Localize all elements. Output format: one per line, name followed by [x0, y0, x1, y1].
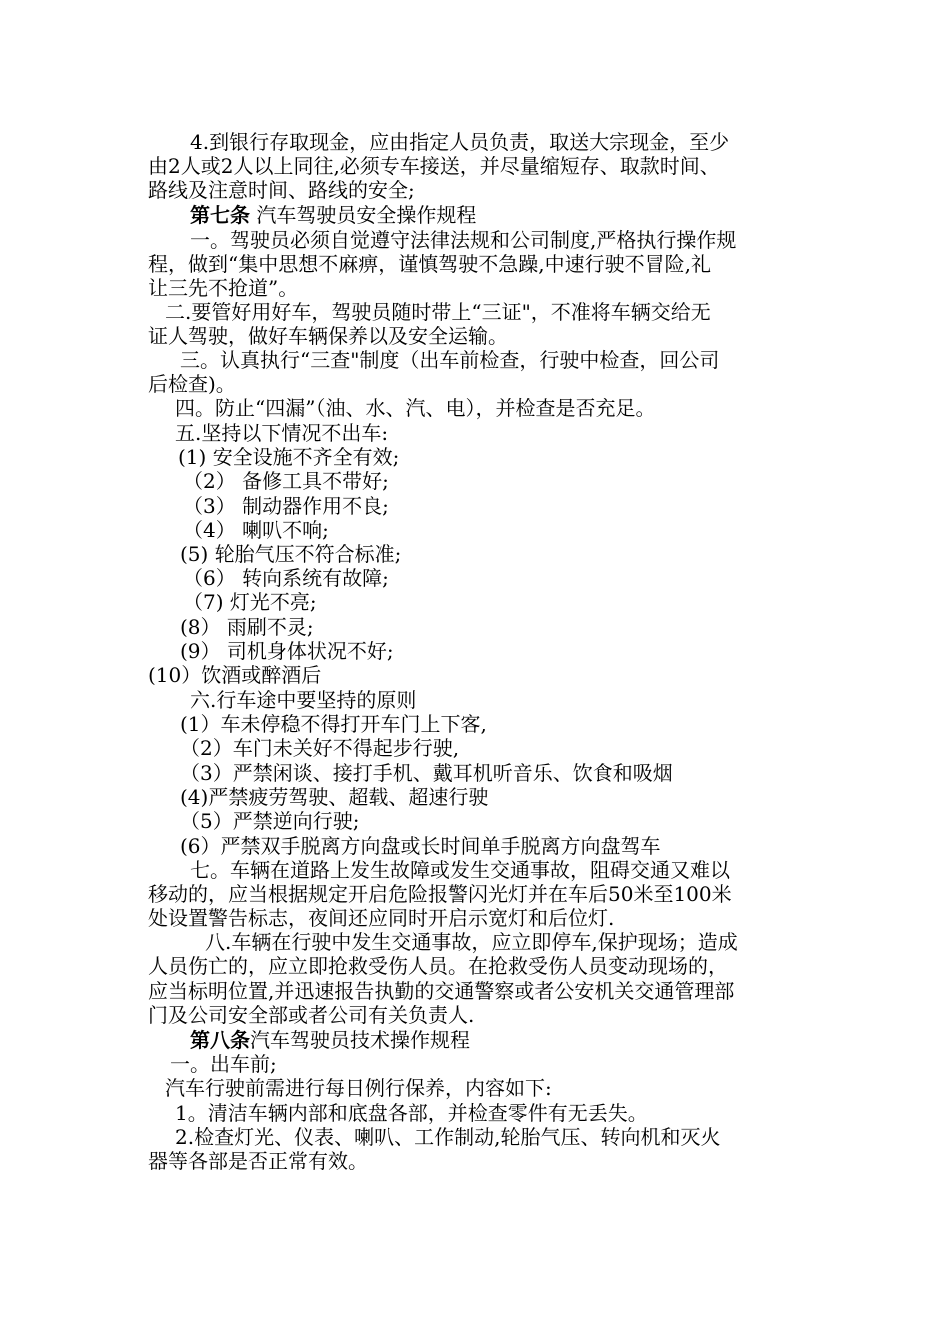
line-text: 2.检查灯光、仪表、喇叭、工作制动,轮胎气压、转向机和灭火 — [175, 1125, 721, 1149]
text-line — [180, 736, 580, 760]
line-text: （7) 灯光不亮; — [183, 590, 317, 614]
text-line — [148, 663, 348, 687]
text-line — [148, 276, 348, 300]
text-line — [148, 954, 790, 978]
text-line — [178, 445, 478, 469]
line-text: 证人驾驶，做好车辆保养以及安全运输。 — [148, 324, 508, 348]
text-line — [180, 542, 480, 566]
text-line — [183, 469, 483, 493]
text-line — [180, 639, 480, 663]
text-line — [180, 785, 580, 809]
line-text: 二.要管好用好车，驾驶员随时带上“三证"，不准将车辆交给无 — [165, 300, 711, 324]
text-line — [190, 858, 790, 882]
line-text: （3） 制动器作用不良; — [183, 494, 389, 518]
line-text: 1。清洁车辆内部和底盘各部，并检查零件有无丢失。 — [175, 1101, 648, 1125]
line-text: 七。车辆在道路上发生故障或发生交通事故，阻碍交通又难以 — [190, 858, 730, 882]
text-line — [175, 1125, 790, 1149]
text-line — [148, 1149, 448, 1173]
text-line — [180, 615, 380, 639]
line-text: 三。认真执行“三查"制度（出车前检查，行驶中检查，回公司 — [180, 348, 720, 372]
line-text: 四。防止“四漏”（油、水、汽、电），并检查是否充足。 — [175, 396, 656, 420]
text-line — [165, 300, 790, 324]
line-text: 汽车行驶前需进行每日例行保养，内容如下: — [165, 1076, 552, 1100]
line-text: 后检查)。 — [148, 372, 236, 396]
text-line — [170, 1052, 470, 1076]
text-line — [148, 252, 790, 276]
text-line — [183, 518, 383, 542]
article-heading: 第八条 — [190, 1028, 250, 1052]
line-text: （2） 备修工具不带好; — [183, 469, 389, 493]
line-text: (1）车未停稳不得打开车门上下客, — [180, 712, 487, 736]
text-line — [148, 882, 790, 906]
line-text: （4） 喇叭不响; — [183, 518, 329, 542]
text-line — [148, 178, 568, 202]
text-line — [165, 1076, 625, 1100]
text-line — [148, 154, 790, 178]
text-line — [148, 906, 708, 930]
line-text: 一。出车前; — [170, 1052, 277, 1076]
article-heading: 第七条 — [190, 203, 250, 227]
line-text: (9） 司机身体状况不好; — [180, 639, 394, 663]
text-line — [148, 979, 790, 1003]
line-text: 器等各部是否正常有效。 — [148, 1149, 368, 1173]
text-line — [180, 809, 480, 833]
line-text: 一。驾驶员必须自觉遵守法律法规和公司制度,严格执行操作规 — [190, 228, 737, 252]
text-line — [190, 228, 790, 252]
line-text: 移动的，应当根据规定开启危险报警闪光灯并在车后50米至100米 — [148, 882, 732, 906]
line-text: (4)严禁疲劳驾驶、超载、超速行驶 — [180, 785, 489, 809]
text-line — [148, 324, 568, 348]
line-text: 汽车驾驶员安全操作规程 — [250, 203, 477, 227]
text-line — [180, 348, 790, 372]
line-text: 让三先不抢道”。 — [148, 276, 299, 300]
text-line — [205, 930, 790, 954]
line-text: 由2人或2人以上同往,必须专车接送，并尽量缩短存、取款时间、 — [148, 154, 720, 178]
text-line — [183, 590, 383, 614]
line-text: （6） 转向系统有故障; — [183, 566, 389, 590]
line-text: (5) 轮胎气压不符合标准; — [180, 542, 402, 566]
text-line — [190, 688, 490, 712]
text-line — [148, 1003, 568, 1027]
line-text: (8） 雨刷不灵; — [180, 615, 314, 639]
line-text: (1) 安全设施不齐全有效; — [178, 445, 400, 469]
text-line — [175, 396, 735, 420]
text-line — [183, 494, 483, 518]
line-text: 应当标明位置,并迅速报告执勤的交通警察或者公安机关交通管理部 — [148, 979, 735, 1003]
line-text: （2）车门未关好不得起步行驶, — [180, 736, 460, 760]
line-text: （3）严禁闲谈、接打手机、戴耳机听音乐、饮食和吸烟 — [180, 761, 673, 785]
line-text: (6）严禁双手脱离方向盘或长时间单手脱离方向盘驾车 — [180, 834, 661, 858]
line-text: 汽车驾驶员技术操作规程 — [250, 1028, 470, 1052]
text-line — [180, 761, 780, 785]
text-line — [190, 203, 610, 227]
line-text: (10）饮酒或醉酒后 — [148, 663, 322, 687]
text-line — [175, 1101, 735, 1125]
text-line — [180, 712, 580, 736]
line-text: 六.行车途中要坚持的原则 — [190, 688, 417, 712]
line-text: 人员伤亡的，应立即抢救受伤人员。在抢救受伤人员变动现场的， — [148, 954, 728, 978]
line-text: 路线及注意时间、路线的安全; — [148, 178, 415, 202]
line-text: 处设置警告标志，夜间还应同时开启示宽灯和后位灯. — [148, 906, 615, 930]
line-text: 门及公司安全部或者公司有关负责人. — [148, 1003, 475, 1027]
text-line — [180, 834, 790, 858]
line-text: 4.到银行存取现金，应由指定人员负责，取送大宗现金，至少 — [190, 130, 730, 154]
line-text: 程，做到“集中思想不麻痹，谨慎驾驶不急躁,中速行驶不冒险,礼 — [148, 252, 711, 276]
text-line — [175, 421, 475, 445]
text-line — [183, 566, 483, 590]
text-line — [148, 372, 268, 396]
text-line — [190, 1028, 590, 1052]
line-text: （5）严禁逆向行驶; — [180, 809, 360, 833]
line-text: 八.车辆在行驶中发生交通事故，应立即停车,保护现场；造成 — [205, 930, 738, 954]
line-text: 五.坚持以下情况不出车: — [175, 421, 389, 445]
text-line — [190, 130, 790, 154]
